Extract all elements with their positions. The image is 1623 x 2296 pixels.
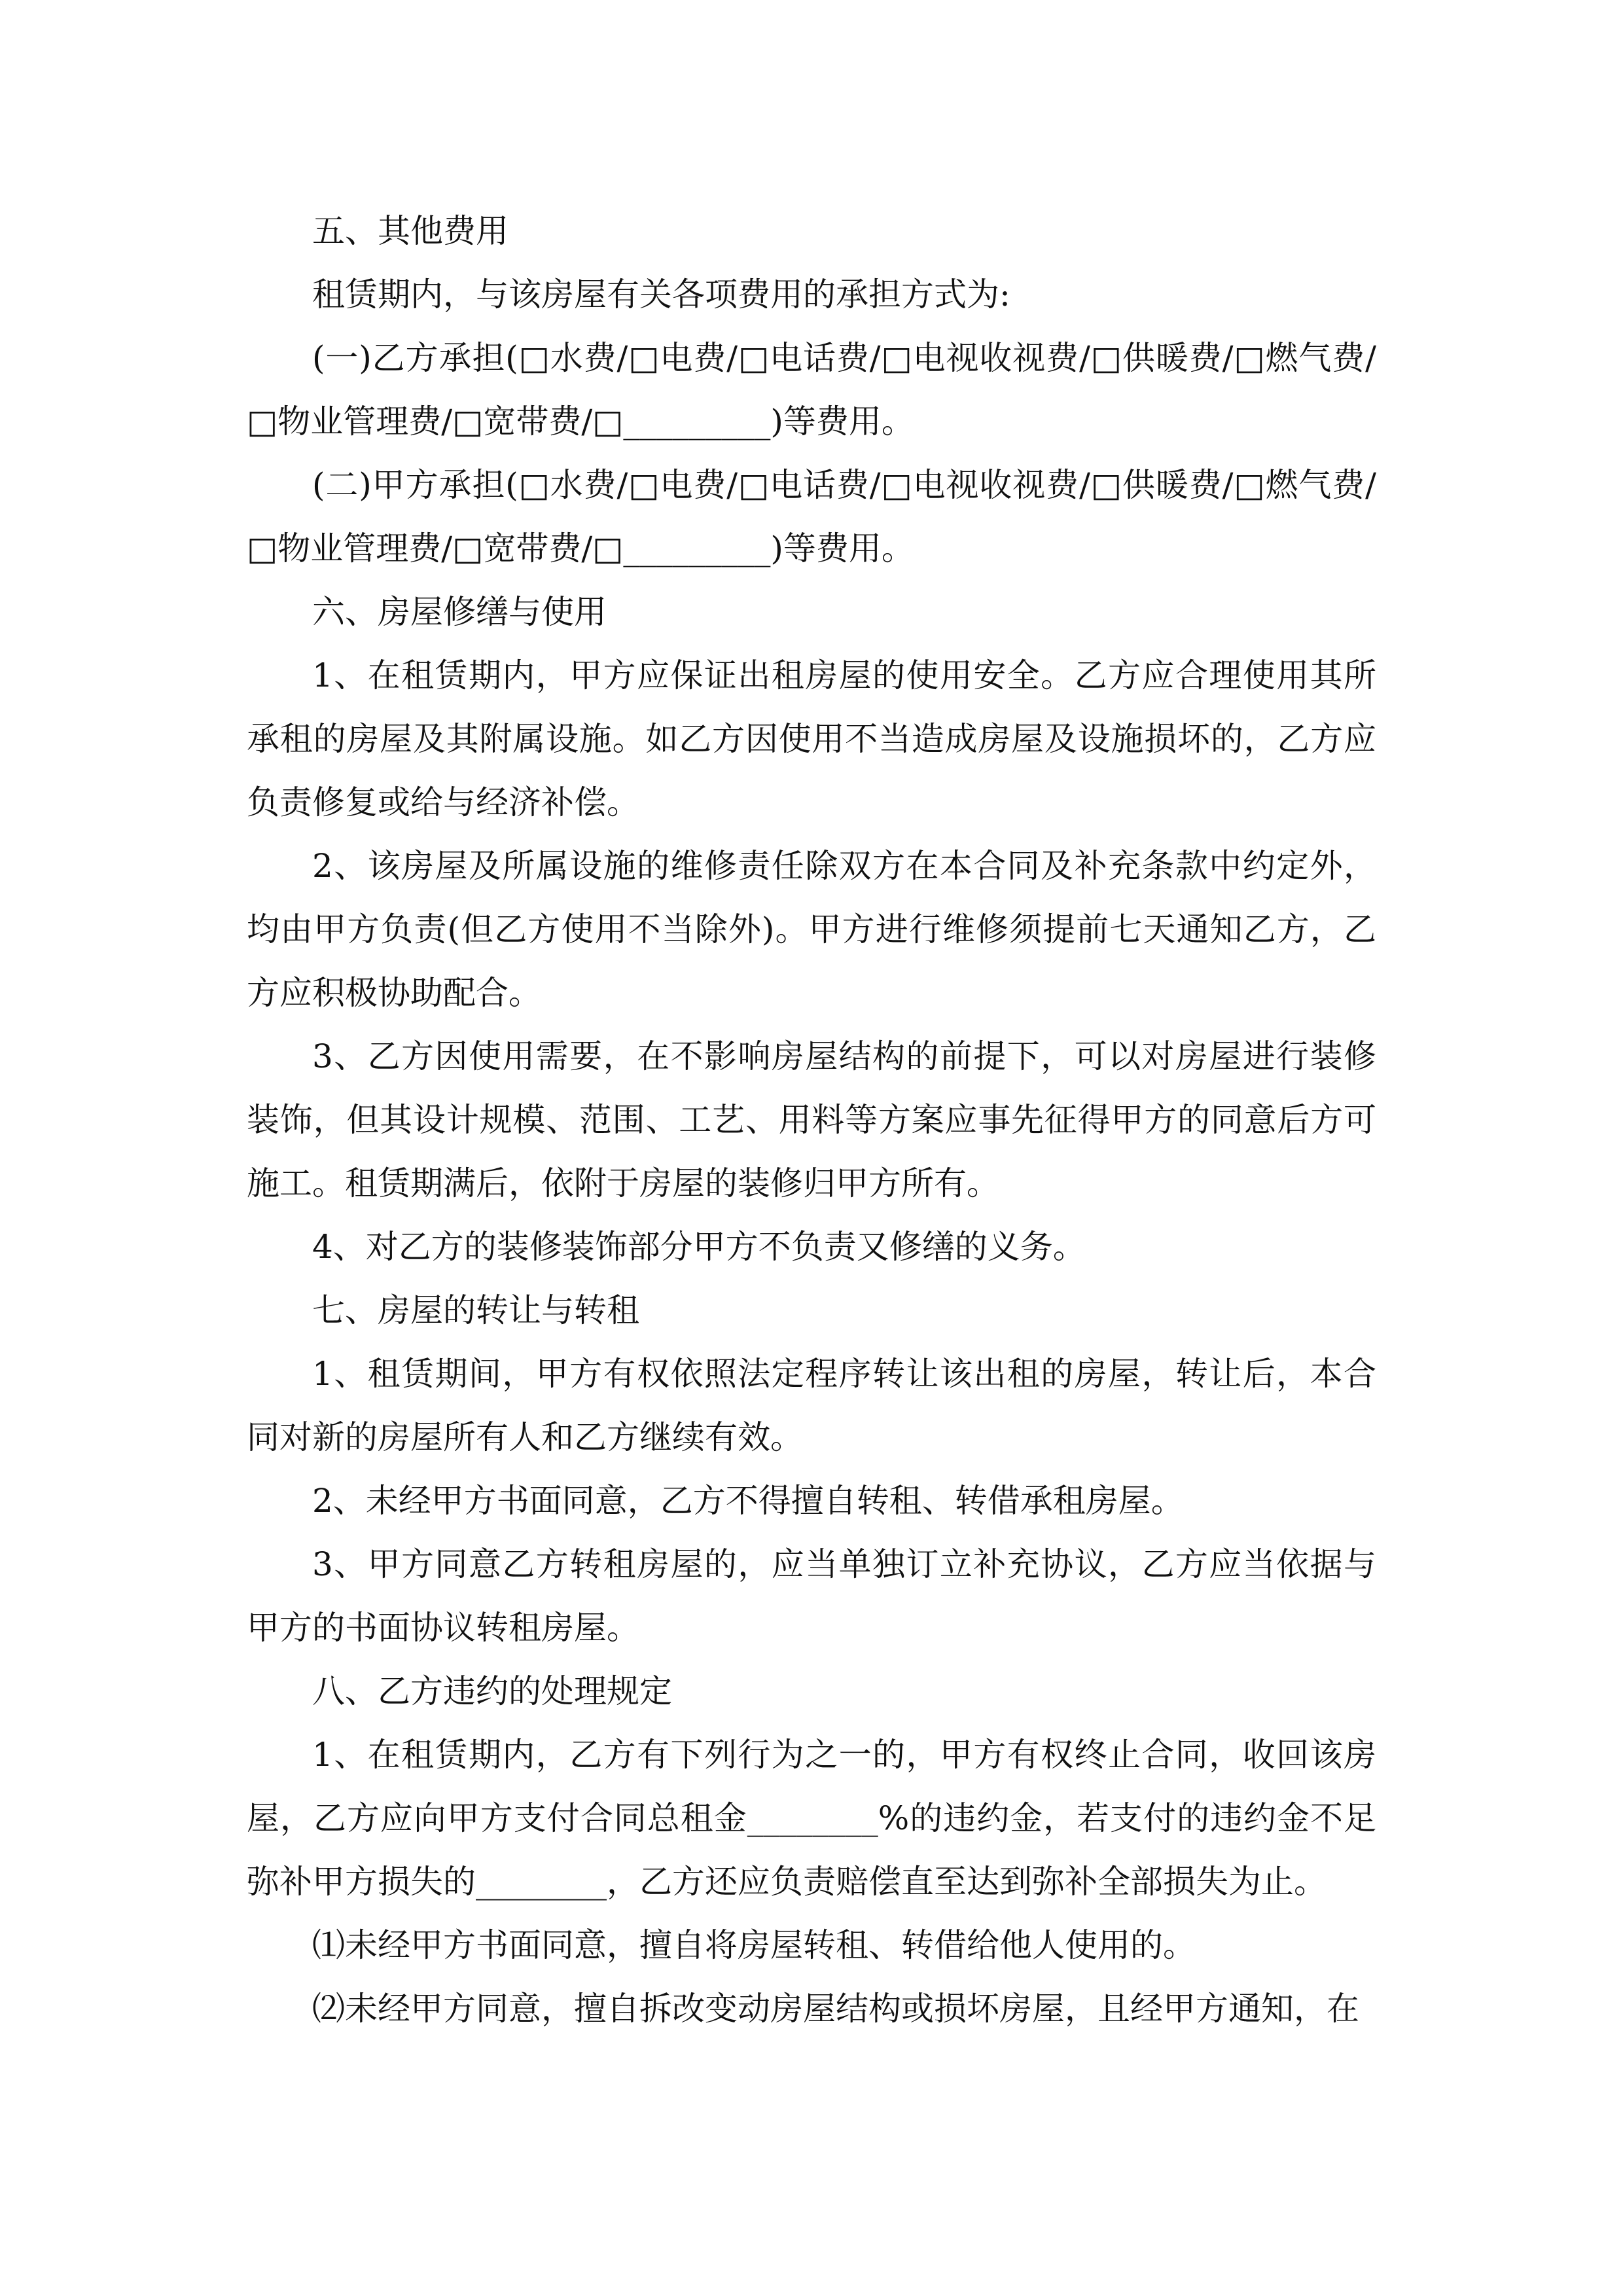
paragraph: 1、在租赁期内，甲方应保证出租房屋的使用安全。乙方应合理使用其所承租的房屋及其附属设施。如乙方因使用不当造成房屋及设施损坏的，乙方应负责修复或给与经济补偿。	[247, 656, 1376, 821]
section-heading-breach-by-tenant: 八、乙方违约的处理规定	[312, 1672, 672, 1710]
paragraph: 2、未经甲方书面同意，乙方不得擅自转租、转借承租房屋。	[312, 1482, 1184, 1520]
paragraph: 1、租赁期间，甲方有权依照法定程序转让该出租的房屋，转让后，本合同对新的房屋所有人和乙方继续有效。	[247, 1355, 1376, 1456]
paragraph: (一)乙方承担(□水费/□电费/□电话费/□电视收视费/□供暖费/□燃气费/□物业管理费/□宽带费/□_________)等费用。	[247, 339, 1376, 440]
paragraph: 3、乙方因使用需要，在不影响房屋结构的前提下，可以对房屋进行装修装饰，但其设计规模、范围、工艺、用料等方案应事先征得甲方的同意后方可施工。租赁期满后，依附于房屋的装修归甲方所有。	[247, 1037, 1376, 1202]
paragraph: 4、对乙方的装修装饰部分甲方不负责又修缮的义务。	[312, 1228, 1086, 1266]
paragraph: 3、甲方同意乙方转租房屋的，应当单独订立补充协议，乙方应当依据与甲方的书面协议转租房屋。	[247, 1545, 1376, 1647]
paragraph: ⑴未经甲方书面同意，擅自将房屋转租、转借给他人使用的。	[312, 1926, 1196, 1964]
paragraph: 租赁期内，与该房屋有关各项费用的承担方式为:	[312, 276, 1010, 314]
paragraph: 1、在租赁期内，乙方有下列行为之一的，甲方有权终止合同，收回该房屋，乙方应向甲方支付合同总租金________%的违约金，若支付的违约金不足弥补甲方损失的________，乙方还应负责赔偿直至达到弥补全部损失为止。	[247, 1736, 1376, 1901]
document-body	[247, 200, 1376, 2041]
section-heading-transfer-and-sublease: 七、房屋的转让与转租	[312, 1291, 639, 1329]
paragraph: ⑵未经甲方同意，擅自拆改变动房屋结构或损坏房屋，且经甲方通知，在	[312, 1990, 1359, 2028]
paragraph: 2、该房屋及所属设施的维修责任除双方在本合同及补充条款中约定外，均由甲方负责(但乙方使用不当除外)。甲方进行维修须提前七天通知乙方，乙方应积极协助配合。	[247, 847, 1376, 1012]
section-heading-other-fees: 五、其他费用	[312, 212, 508, 250]
paragraph: (二)甲方承担(□水费/□电费/□电话费/□电视收视费/□供暖费/□燃气费/□物业管理费/□宽带费/□_________)等费用。	[247, 466, 1376, 567]
section-heading-repair-and-use: 六、房屋修缮与使用	[312, 593, 607, 631]
